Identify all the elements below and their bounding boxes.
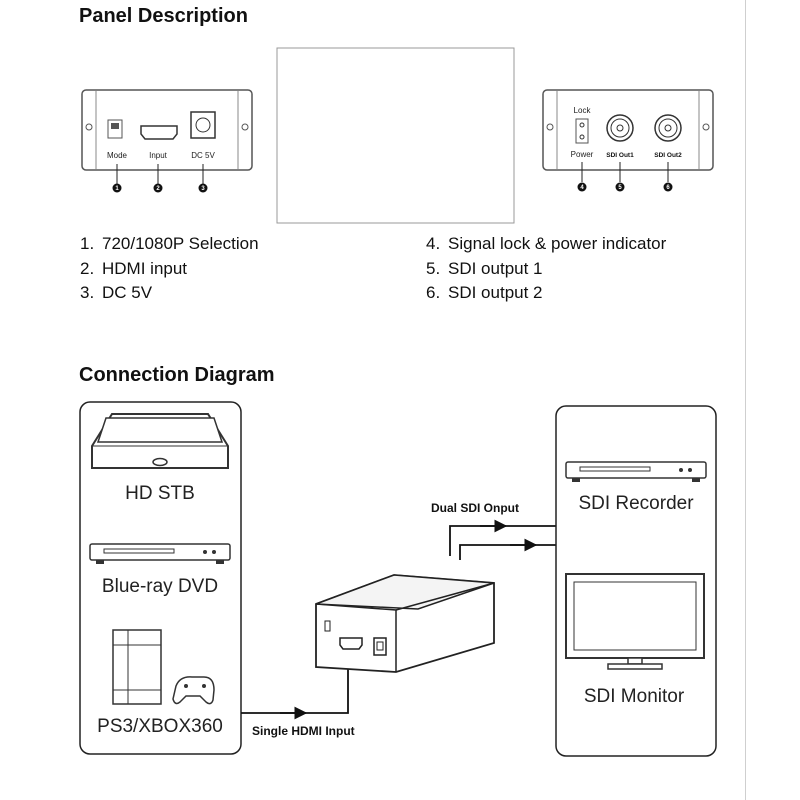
panel-description-title: Panel Description [79,5,248,27]
svg-text:1: 1 [115,186,119,192]
legend-item: 1. 720/1080P Selection [80,234,259,253]
legend-left [80,232,259,306]
svg-text:3: 3 [201,186,205,192]
single-hdmi-input-label: Single HDMI Input [252,724,355,738]
source-devices-box [80,402,241,754]
legend-item: 4. Signal lock & power indicator [426,234,667,253]
svg-text:4: 4 [580,185,584,191]
center-image-placeholder [277,48,514,223]
source-label-console: PS3/XBOX360 [97,716,223,737]
sdi-output-line-1 [450,526,556,556]
sdi-monitor-icon [566,574,704,669]
legend-item: 3. DC 5V [80,283,153,302]
dc-label: DC 5V [191,151,215,160]
sdi-out1-label: SDI Out1 [606,152,634,159]
connection-diagram-title: Connection Diagram [79,364,275,386]
left-panel [82,90,252,193]
right-panel [543,90,713,192]
lock-label: Lock [573,106,591,115]
legend-right [426,232,666,306]
legend-item: 5. SDI output 1 [426,258,543,278]
source-label-dvd: Blue-ray DVD [101,576,219,597]
set-top-box-icon [92,414,228,468]
legend-item: 6. SDI output 2 [426,283,543,302]
dual-sdi-output-label: Dual SDI Onput [431,501,519,515]
game-console-icon [113,630,161,704]
output-label-sdi-monitor: SDI Monitor [583,686,685,707]
svg-text:2: 2 [156,186,160,192]
output-label-sdi-recorder: SDI Recorder [578,493,694,514]
input-label: Input [149,151,167,160]
converter-device [316,575,494,672]
svg-text:6: 6 [666,185,670,191]
sdi-out2-label: SDI Out2 [654,152,682,159]
svg-text:5: 5 [618,185,622,191]
legend-item: 2. HDMI input [80,258,188,278]
output-devices-box [556,406,716,756]
sdi-output-line-2 [460,545,556,560]
source-label-hd-stb: HD STB [125,483,195,504]
mode-label: Mode [106,151,128,160]
power-label: Power [570,150,594,159]
